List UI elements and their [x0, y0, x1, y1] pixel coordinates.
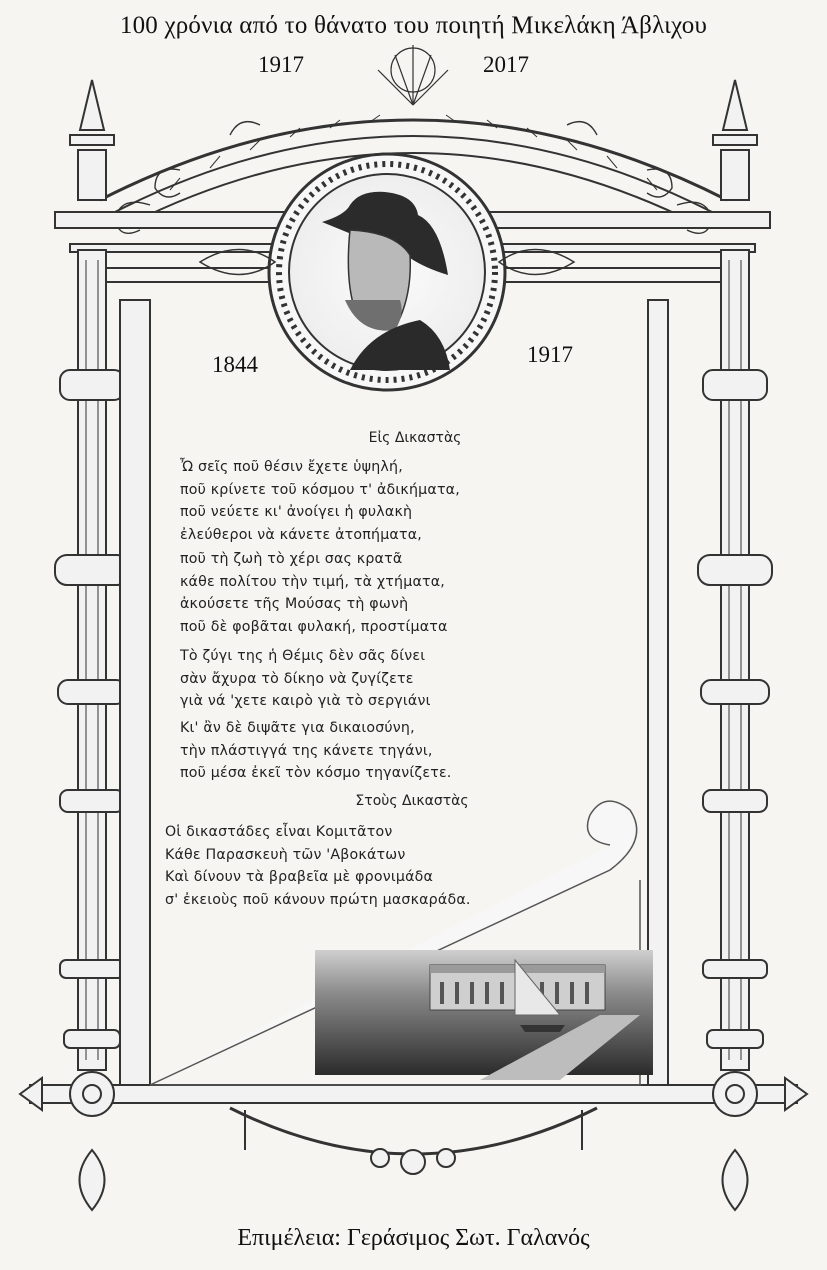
page-title: 100 χρόνια από το θάνατο του ποιητή Μικελάκη Άβλιχου — [119, 12, 708, 39]
poem-line: Ὦ σεῖς ποῦ θέσιν ἔχετε ὑψηλή, — [180, 459, 403, 475]
poem1-stanza-4 — [180, 717, 452, 785]
poem-line: κάθε πολίτου τὴν τιμή, τὰ χτήματα, — [180, 573, 445, 590]
poem1-stanza-3 — [180, 645, 431, 713]
poem-line: Οἱ δικαστάδες εἶναι Κομιτᾶτον — [165, 824, 393, 840]
poem-line: τὴν πλάστιγγά της κάνετε τηγάνι, — [180, 742, 433, 759]
poem1-title: Εἰς Δικαστὰς — [368, 430, 462, 446]
poem-line: Καὶ δίνουν τὰ βραβεῖα μὲ φρονιμάδα — [165, 869, 434, 885]
poem-line: Κάθε Παρασκευὴ τῶν 'Αβοκάτων — [165, 846, 406, 863]
poem-line: Κι' ἂν δὲ διψᾶτε για δικαιοσύνη, — [180, 720, 415, 736]
poem-line: ποῦ μέσα ἐκεῖ τὸν κόσμο τηγανίζετε. — [180, 765, 452, 781]
birth-year-label: 1844 — [212, 352, 258, 377]
poem-line: ποῦ δὲ φοβᾶται φυλακή, προστίματα — [180, 618, 448, 635]
end-year-label: 2017 — [483, 52, 529, 77]
poem-line: ποῦ τὴ ζωὴ τὸ χέρι σας κρατᾶ — [180, 551, 403, 567]
harbour-photo — [315, 950, 653, 1080]
poem-line: ποῦ νεύετε κι' ἀνοίγει ἡ φυλακὴ — [180, 504, 413, 520]
poem-line: σὰν ἄχυρα τὸ δίκηο νὰ ζυγίζετε — [180, 670, 414, 687]
right-column — [648, 80, 772, 1090]
poem-line: ποῦ κρίνετε τοῦ κόσμου τ' ἀδικήματα, — [180, 481, 460, 498]
poem-line: σ' ἐκειοὺς ποῦ κάνουν πρώτη μασκαράδα. — [165, 891, 471, 908]
poem1-stanza-1 — [180, 456, 460, 546]
start-year-label: 1917 — [258, 52, 304, 77]
editor-credit: Επιμέλεια: Γεράσιμος Σωτ. Γαλανός — [237, 1225, 590, 1251]
poem2-stanza — [165, 821, 471, 911]
poem1-stanza-2 — [180, 548, 448, 638]
poem-line: Τὸ ζύγι της ἡ Θέμις δὲν σᾶς δίνει — [180, 648, 426, 664]
poem-line: γιὰ νά 'χετε καιρὸ γιὰ τὸ σεργιάνι — [180, 693, 431, 709]
poem-line: ἀκούσετε τῆς Μούσας τὴ φωνὴ — [180, 596, 409, 612]
bottom-rail — [20, 1072, 807, 1210]
poem2-title: Στοὺς Δικαστὰς — [355, 793, 469, 809]
poem-line: ἐλεύθεροι νὰ κάνετε ἀτοπήματα, — [180, 526, 422, 543]
death-year-label: 1917 — [527, 342, 573, 367]
